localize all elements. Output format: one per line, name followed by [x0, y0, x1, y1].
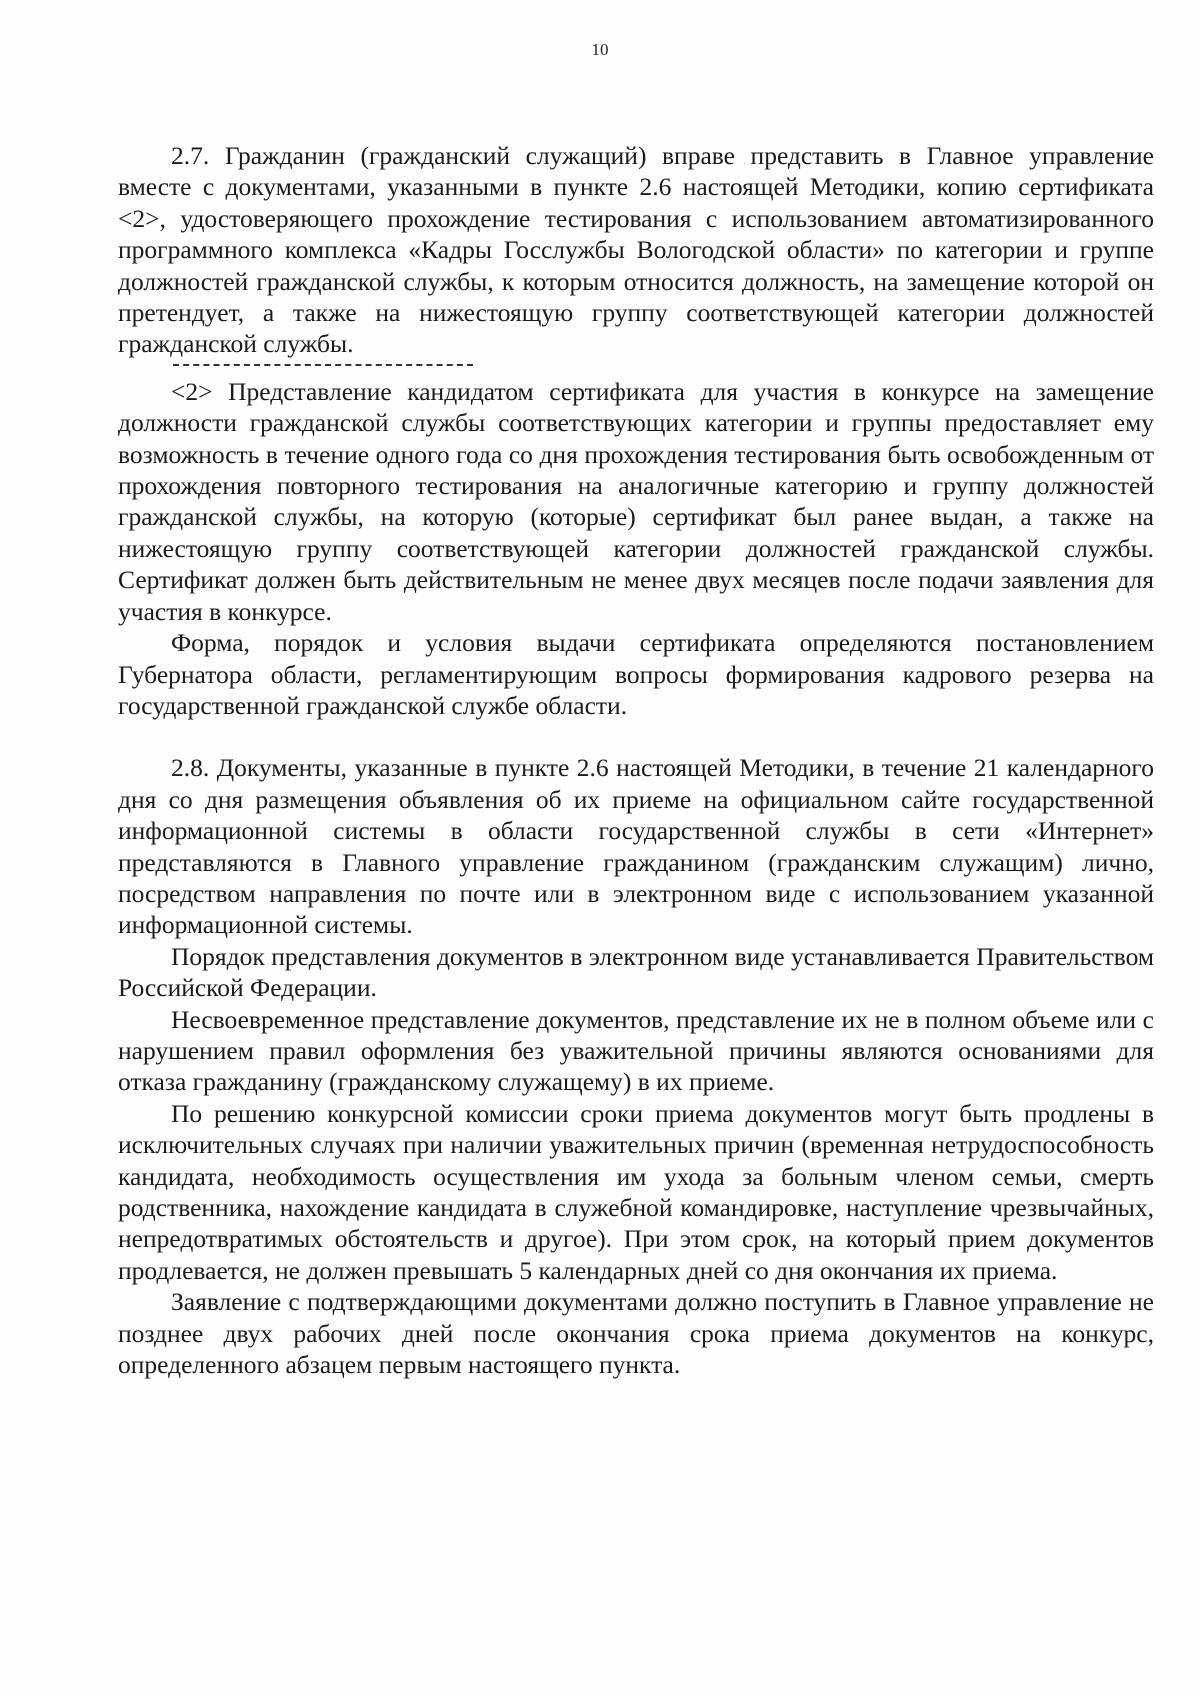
- page-number: 10: [591, 40, 609, 59]
- footnote-separator: [173, 364, 473, 366]
- section-2-8-paragraph-2: Порядок представления документов в электронном виде устанавливается Правительством Российской Федерации.: [118, 941, 1154, 1003]
- section-2-8-paragraph-1: 2.8. Документы, указанные в пункте 2.6 настоящей Методики, в течение 21 календарного дня со дня размещения объявления об их приеме на официальном сайте государственной информационной системы в области государственной службы в сети «Интернет» представляются в Главного управление гражданином (гражданским служащим) лично, посредством направления по почте или в электронном виде с использованием указанной информационной системы.: [118, 753, 1154, 940]
- section-2-7-paragraph: 2.7. Гражданин (гражданский служащий) вправе представить в Главное управление вместе с документами, указанными в пункте 2.6 настоящей Методики, копию сертификата <2>, удостоверяющего прохождение тестирования с использованием автоматизированного программного комплекса «Кадры Госслужбы Вологодской области» по категории и группе должностей гражданской службы, к которым относится должность, на замещение которой он претендует, а также на нижестоящую группу соответствующей категории должностей гражданской службы.: [118, 141, 1154, 359]
- section-2-8-paragraph-3: Несвоевременное представление документов, представление их не в полном объеме или с нарушением правил оформления без уважительной причины являются основаниями для отказа гражданину (гражданскому служащему) в их приеме.: [118, 1004, 1154, 1097]
- footnote-2: <2> Представление кандидатом сертификата для участия в конкурсе на замещение должности гражданской службы соответствующих категории и группы предоставляет ему возможность в течение одного года со дня прохождения тестирования быть освобожденным от прохождения повторного тестирования на аналогичные категорию и группу должностей гражданской службы, на которую (которые) сертификат был ранее выдан, а также на нижестоящую группу соответствующей категории должностей гражданской службы. Сертификат должен быть действительным не менее двух месяцев после подачи заявления для участия в конкурсе.: [118, 376, 1154, 626]
- section-2-8-paragraph-5: Заявление с подтверждающими документами должно поступить в Главное управление не позднее двух рабочих дней после окончания срока приема документов на конкурс, определенного абзацем первым настоящего пункта.: [118, 1287, 1154, 1380]
- document-body: [118, 140, 1154, 1380]
- certificate-form-note: Форма, порядок и условия выдачи сертификата определяются постановлением Губернатора области, регламентирующим вопросы формирования кадрового резерва на государственной гражданской службе области.: [118, 628, 1154, 720]
- section-2-8-paragraph-4: По решению конкурсной комиссии сроки приема документов могут быть продлены в исключительных случаях при наличии уважительных причин (временная нетрудоспособность кандидата, необходимость осуществления им ухода за больным членом семьи, смерть родственника, нахождение кандидата в служебной командировке, наступление чрезвычайных, непредотвратимых обстоятельств и другое). При этом срок, на который прием документов продлевается, не должен превышать 5 календарных дней со дня окончания их приема.: [118, 1098, 1154, 1285]
